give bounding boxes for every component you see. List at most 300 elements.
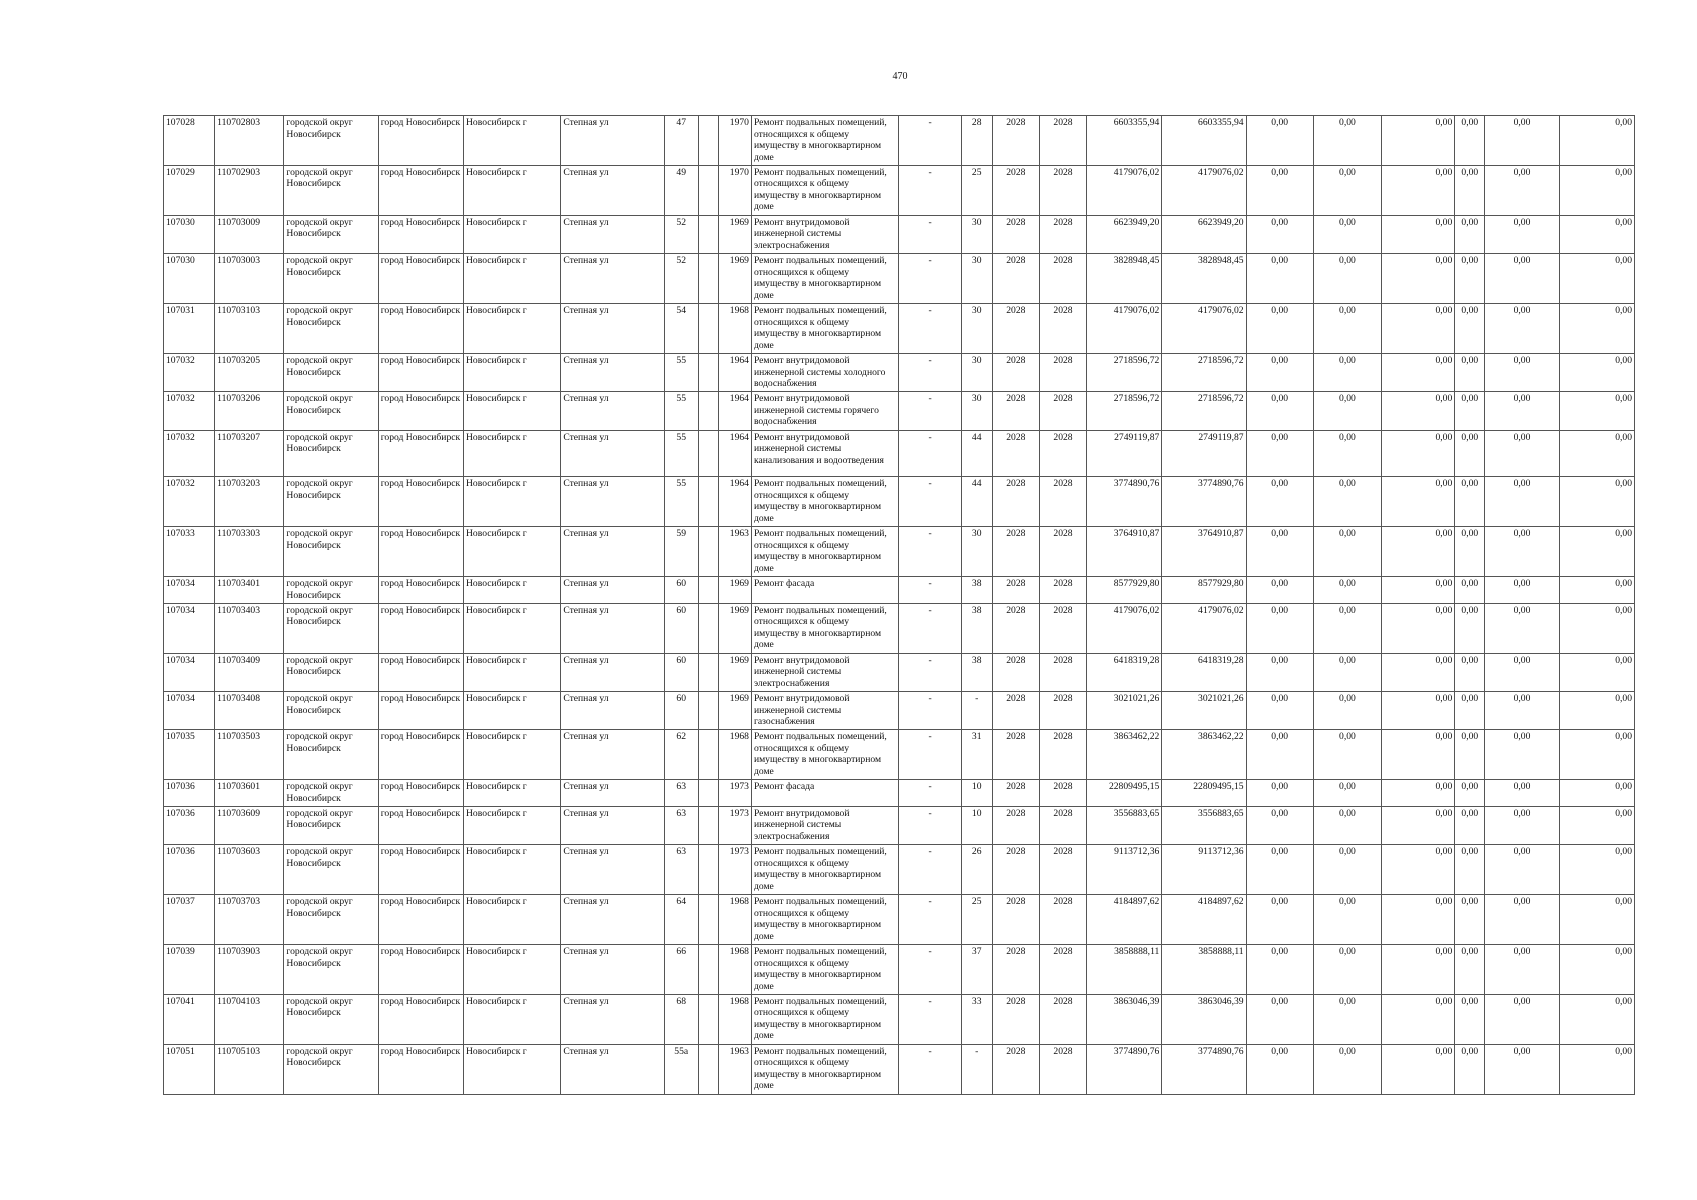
table-row xyxy=(164,215,1635,253)
row-fund-1: 0,00 xyxy=(1246,603,1313,653)
row-year: 1969 xyxy=(718,653,751,691)
row-code: 110703205 xyxy=(215,354,284,392)
row-work-type: Ремонт подвальных помещений, относящихся к общему имуществу в многоквартирном доме xyxy=(751,730,899,780)
row-locality: Новосибирск г xyxy=(464,430,561,477)
row-fund-4: 0,00 xyxy=(1455,845,1485,895)
row-fund-6: 0,00 xyxy=(1559,603,1634,653)
row-total-cost: 3863462,22 xyxy=(1087,730,1162,780)
row-city: город Новосибирск xyxy=(378,354,463,392)
row-code: 110703503 xyxy=(215,730,284,780)
row-extra xyxy=(698,730,718,780)
row-locality: Новосибирск г xyxy=(464,304,561,354)
row-total-cost: 3556883,65 xyxy=(1087,806,1162,844)
row-id: 107034 xyxy=(164,692,215,730)
row-fund-3: 0,00 xyxy=(1382,806,1455,844)
row-district: городской округ Новосибирск xyxy=(284,1044,378,1094)
row-dash: - xyxy=(899,845,961,895)
row-work-type: Ремонт внутридомовой инженерной системы электроснабжения xyxy=(751,215,899,253)
row-fund-5: 0,00 xyxy=(1485,730,1559,780)
row-year: 1968 xyxy=(718,730,751,780)
row-fund-sum: 6418319,28 xyxy=(1162,653,1246,691)
row-dash: - xyxy=(899,116,961,166)
row-fund-1: 0,00 xyxy=(1246,780,1313,807)
row-end-year: 2028 xyxy=(1039,430,1086,477)
row-fund-5: 0,00 xyxy=(1485,430,1559,477)
row-code: 110703203 xyxy=(215,477,284,527)
row-fund-5: 0,00 xyxy=(1485,994,1559,1044)
row-city: город Новосибирск xyxy=(378,945,463,995)
row-year: 1964 xyxy=(718,354,751,392)
row-total-cost: 4179076,02 xyxy=(1087,165,1162,215)
row-fund-5: 0,00 xyxy=(1485,254,1559,304)
row-fund-4: 0,00 xyxy=(1455,392,1485,430)
row-fund-4: 0,00 xyxy=(1455,354,1485,392)
row-fund-5: 0,00 xyxy=(1485,116,1559,166)
row-count: 33 xyxy=(961,994,992,1044)
table-row xyxy=(164,577,1635,604)
row-fund-3: 0,00 xyxy=(1382,895,1455,945)
row-dash: - xyxy=(899,165,961,215)
row-id: 107034 xyxy=(164,653,215,691)
row-id: 107034 xyxy=(164,577,215,604)
row-extra xyxy=(698,430,718,477)
row-year: 1968 xyxy=(718,994,751,1044)
table-row xyxy=(164,895,1635,945)
row-locality: Новосибирск г xyxy=(464,692,561,730)
row-district: городской округ Новосибирск xyxy=(284,994,378,1044)
row-fund-5: 0,00 xyxy=(1485,1044,1559,1094)
row-city: город Новосибирск xyxy=(378,304,463,354)
row-house: 60 xyxy=(664,603,698,653)
row-dash: - xyxy=(899,304,961,354)
row-extra xyxy=(698,392,718,430)
table-row xyxy=(164,354,1635,392)
row-fund-5: 0,00 xyxy=(1485,354,1559,392)
row-city: город Новосибирск xyxy=(378,1044,463,1094)
row-house: 64 xyxy=(664,895,698,945)
row-total-cost: 2749119,87 xyxy=(1087,430,1162,477)
row-code: 110703303 xyxy=(215,527,284,577)
row-house: 60 xyxy=(664,692,698,730)
row-locality: Новосибирск г xyxy=(464,895,561,945)
table-row xyxy=(164,945,1635,995)
row-fund-4: 0,00 xyxy=(1455,653,1485,691)
row-year: 1969 xyxy=(718,692,751,730)
row-city: город Новосибирск xyxy=(378,577,463,604)
row-locality: Новосибирск г xyxy=(464,116,561,166)
row-end-year: 2028 xyxy=(1039,165,1086,215)
row-fund-2: 0,00 xyxy=(1313,116,1381,166)
row-end-year: 2028 xyxy=(1039,945,1086,995)
row-district: городской округ Новосибирск xyxy=(284,392,378,430)
row-total-cost: 3863046,39 xyxy=(1087,994,1162,1044)
row-fund-3: 0,00 xyxy=(1382,477,1455,527)
row-start-year: 2028 xyxy=(992,730,1039,780)
row-id: 107037 xyxy=(164,895,215,945)
row-fund-6: 0,00 xyxy=(1559,430,1634,477)
row-fund-4: 0,00 xyxy=(1455,780,1485,807)
row-fund-5: 0,00 xyxy=(1485,806,1559,844)
row-count: 30 xyxy=(961,215,992,253)
row-extra xyxy=(698,603,718,653)
table-body xyxy=(164,116,1635,1095)
row-fund-6: 0,00 xyxy=(1559,392,1634,430)
row-fund-6: 0,00 xyxy=(1559,254,1634,304)
row-year: 1963 xyxy=(718,1044,751,1094)
row-year: 1970 xyxy=(718,116,751,166)
row-work-type: Ремонт подвальных помещений, относящихся к общему имуществу в многоквартирном доме xyxy=(751,254,899,304)
row-fund-5: 0,00 xyxy=(1485,780,1559,807)
table-row xyxy=(164,692,1635,730)
row-work-type: Ремонт внутридомовой инженерной системы электроснабжения xyxy=(751,806,899,844)
row-street: Степная ул xyxy=(561,477,664,527)
row-code: 110703003 xyxy=(215,254,284,304)
row-code: 110703903 xyxy=(215,945,284,995)
row-fund-3: 0,00 xyxy=(1382,730,1455,780)
row-count: 26 xyxy=(961,845,992,895)
row-city: город Новосибирск xyxy=(378,806,463,844)
row-work-type: Ремонт подвальных помещений, относящихся к общему имуществу в многоквартирном доме xyxy=(751,477,899,527)
row-total-cost: 4184897,62 xyxy=(1087,895,1162,945)
row-fund-4: 0,00 xyxy=(1455,165,1485,215)
row-end-year: 2028 xyxy=(1039,730,1086,780)
row-work-type: Ремонт подвальных помещений, относящихся к общему имуществу в многоквартирном доме xyxy=(751,845,899,895)
row-street: Степная ул xyxy=(561,730,664,780)
row-fund-1: 0,00 xyxy=(1246,527,1313,577)
row-start-year: 2028 xyxy=(992,577,1039,604)
row-locality: Новосибирск г xyxy=(464,215,561,253)
row-code: 110704103 xyxy=(215,994,284,1044)
row-city: город Новосибирск xyxy=(378,116,463,166)
row-end-year: 2028 xyxy=(1039,845,1086,895)
row-fund-4: 0,00 xyxy=(1455,1044,1485,1094)
row-start-year: 2028 xyxy=(992,215,1039,253)
row-fund-5: 0,00 xyxy=(1485,527,1559,577)
row-id: 107041 xyxy=(164,994,215,1044)
row-fund-4: 0,00 xyxy=(1455,577,1485,604)
row-year: 1969 xyxy=(718,603,751,653)
row-count: 37 xyxy=(961,945,992,995)
row-street: Степная ул xyxy=(561,780,664,807)
row-count: 38 xyxy=(961,653,992,691)
row-code: 110703206 xyxy=(215,392,284,430)
row-count: 10 xyxy=(961,806,992,844)
row-start-year: 2028 xyxy=(992,603,1039,653)
row-total-cost: 3021021,26 xyxy=(1087,692,1162,730)
row-start-year: 2028 xyxy=(992,116,1039,166)
row-fund-4: 0,00 xyxy=(1455,527,1485,577)
row-house: 68 xyxy=(664,994,698,1044)
row-fund-6: 0,00 xyxy=(1559,215,1634,253)
row-extra xyxy=(698,477,718,527)
row-dash: - xyxy=(899,692,961,730)
row-work-type: Ремонт фасада xyxy=(751,577,899,604)
table-row xyxy=(164,430,1635,477)
row-fund-3: 0,00 xyxy=(1382,692,1455,730)
row-locality: Новосибирск г xyxy=(464,653,561,691)
row-fund-2: 0,00 xyxy=(1313,1044,1381,1094)
row-end-year: 2028 xyxy=(1039,354,1086,392)
row-end-year: 2028 xyxy=(1039,116,1086,166)
row-district: городской округ Новосибирск xyxy=(284,603,378,653)
row-locality: Новосибирск г xyxy=(464,354,561,392)
row-work-type: Ремонт внутридомовой инженерной системы канализования и водоотведения xyxy=(751,430,899,477)
row-fund-3: 0,00 xyxy=(1382,994,1455,1044)
row-house: 49 xyxy=(664,165,698,215)
row-end-year: 2028 xyxy=(1039,1044,1086,1094)
row-house: 63 xyxy=(664,845,698,895)
row-fund-6: 0,00 xyxy=(1559,477,1634,527)
row-city: город Новосибирск xyxy=(378,215,463,253)
row-fund-2: 0,00 xyxy=(1313,254,1381,304)
row-end-year: 2028 xyxy=(1039,577,1086,604)
row-fund-1: 0,00 xyxy=(1246,895,1313,945)
row-count: 30 xyxy=(961,254,992,304)
row-extra xyxy=(698,215,718,253)
row-fund-4: 0,00 xyxy=(1455,692,1485,730)
row-house: 55 xyxy=(664,430,698,477)
row-city: город Новосибирск xyxy=(378,254,463,304)
row-fund-6: 0,00 xyxy=(1559,895,1634,945)
row-fund-5: 0,00 xyxy=(1485,895,1559,945)
row-fund-3: 0,00 xyxy=(1382,1044,1455,1094)
row-year: 1969 xyxy=(718,215,751,253)
row-start-year: 2028 xyxy=(992,945,1039,995)
row-fund-2: 0,00 xyxy=(1313,354,1381,392)
row-fund-3: 0,00 xyxy=(1382,430,1455,477)
table-row xyxy=(164,477,1635,527)
row-fund-sum: 3863046,39 xyxy=(1162,994,1246,1044)
row-district: городской округ Новосибирск xyxy=(284,304,378,354)
row-work-type: Ремонт внутридомовой инженерной системы газоснабжения xyxy=(751,692,899,730)
row-id: 107039 xyxy=(164,945,215,995)
row-house: 63 xyxy=(664,806,698,844)
row-fund-6: 0,00 xyxy=(1559,527,1634,577)
row-dash: - xyxy=(899,577,961,604)
row-fund-5: 0,00 xyxy=(1485,845,1559,895)
row-locality: Новосибирск г xyxy=(464,577,561,604)
registry-table xyxy=(163,115,1635,1095)
row-dash: - xyxy=(899,477,961,527)
row-start-year: 2028 xyxy=(992,304,1039,354)
row-work-type: Ремонт подвальных помещений, относящихся к общему имуществу в многоквартирном доме xyxy=(751,603,899,653)
row-extra xyxy=(698,895,718,945)
row-year: 1969 xyxy=(718,254,751,304)
row-end-year: 2028 xyxy=(1039,304,1086,354)
row-start-year: 2028 xyxy=(992,994,1039,1044)
row-fund-6: 0,00 xyxy=(1559,845,1634,895)
row-fund-2: 0,00 xyxy=(1313,806,1381,844)
row-start-year: 2028 xyxy=(992,430,1039,477)
row-count: 30 xyxy=(961,304,992,354)
row-street: Степная ул xyxy=(561,845,664,895)
row-code: 110703207 xyxy=(215,430,284,477)
row-fund-4: 0,00 xyxy=(1455,806,1485,844)
row-district: городской округ Новосибирск xyxy=(284,653,378,691)
row-fund-2: 0,00 xyxy=(1313,215,1381,253)
row-dash: - xyxy=(899,895,961,945)
row-code: 110703408 xyxy=(215,692,284,730)
row-street: Степная ул xyxy=(561,165,664,215)
row-fund-sum: 4179076,02 xyxy=(1162,165,1246,215)
row-dash: - xyxy=(899,254,961,304)
row-fund-sum: 3774890,76 xyxy=(1162,1044,1246,1094)
row-id: 107035 xyxy=(164,730,215,780)
row-fund-6: 0,00 xyxy=(1559,165,1634,215)
row-year: 1968 xyxy=(718,895,751,945)
row-count: 30 xyxy=(961,527,992,577)
row-code: 110703603 xyxy=(215,845,284,895)
row-city: город Новосибирск xyxy=(378,392,463,430)
row-end-year: 2028 xyxy=(1039,895,1086,945)
row-fund-sum: 2718596,72 xyxy=(1162,354,1246,392)
table-row xyxy=(164,304,1635,354)
row-fund-sum: 22809495,15 xyxy=(1162,780,1246,807)
row-fund-1: 0,00 xyxy=(1246,477,1313,527)
row-fund-4: 0,00 xyxy=(1455,430,1485,477)
row-fund-sum: 4179076,02 xyxy=(1162,603,1246,653)
row-id: 107030 xyxy=(164,215,215,253)
row-end-year: 2028 xyxy=(1039,603,1086,653)
row-fund-sum: 3774890,76 xyxy=(1162,477,1246,527)
table-row xyxy=(164,603,1635,653)
row-dash: - xyxy=(899,354,961,392)
row-fund-1: 0,00 xyxy=(1246,994,1313,1044)
row-extra xyxy=(698,577,718,604)
row-total-cost: 3774890,76 xyxy=(1087,477,1162,527)
row-city: город Новосибирск xyxy=(378,692,463,730)
row-fund-1: 0,00 xyxy=(1246,692,1313,730)
row-extra xyxy=(698,780,718,807)
row-extra xyxy=(698,116,718,166)
row-street: Степная ул xyxy=(561,215,664,253)
row-work-type: Ремонт подвальных помещений, относящихся к общему имуществу в многоквартирном доме xyxy=(751,304,899,354)
row-year: 1964 xyxy=(718,477,751,527)
row-count: 25 xyxy=(961,165,992,215)
row-start-year: 2028 xyxy=(992,895,1039,945)
row-code: 110703401 xyxy=(215,577,284,604)
row-code: 110703103 xyxy=(215,304,284,354)
row-locality: Новосибирск г xyxy=(464,845,561,895)
row-fund-1: 0,00 xyxy=(1246,653,1313,691)
row-fund-5: 0,00 xyxy=(1485,304,1559,354)
row-dash: - xyxy=(899,730,961,780)
row-end-year: 2028 xyxy=(1039,653,1086,691)
row-district: городской округ Новосибирск xyxy=(284,895,378,945)
row-fund-4: 0,00 xyxy=(1455,945,1485,995)
row-id: 107028 xyxy=(164,116,215,166)
row-id: 107032 xyxy=(164,392,215,430)
row-total-cost: 6418319,28 xyxy=(1087,653,1162,691)
row-fund-1: 0,00 xyxy=(1246,730,1313,780)
row-id: 107034 xyxy=(164,603,215,653)
row-city: город Новосибирск xyxy=(378,653,463,691)
row-count: - xyxy=(961,692,992,730)
row-fund-2: 0,00 xyxy=(1313,304,1381,354)
row-locality: Новосибирск г xyxy=(464,165,561,215)
row-year: 1969 xyxy=(718,577,751,604)
row-fund-3: 0,00 xyxy=(1382,845,1455,895)
row-extra xyxy=(698,527,718,577)
row-code: 110703601 xyxy=(215,780,284,807)
row-fund-sum: 3863462,22 xyxy=(1162,730,1246,780)
row-fund-sum: 3858888,11 xyxy=(1162,945,1246,995)
row-house: 52 xyxy=(664,215,698,253)
table-row xyxy=(164,392,1635,430)
row-district: городской округ Новосибирск xyxy=(284,116,378,166)
row-fund-3: 0,00 xyxy=(1382,165,1455,215)
row-fund-6: 0,00 xyxy=(1559,692,1634,730)
row-dash: - xyxy=(899,653,961,691)
row-fund-3: 0,00 xyxy=(1382,304,1455,354)
row-fund-1: 0,00 xyxy=(1246,215,1313,253)
table-row xyxy=(164,653,1635,691)
row-id: 107032 xyxy=(164,354,215,392)
row-district: городской округ Новосибирск xyxy=(284,945,378,995)
row-street: Степная ул xyxy=(561,430,664,477)
row-city: город Новосибирск xyxy=(378,895,463,945)
row-fund-1: 0,00 xyxy=(1246,392,1313,430)
row-start-year: 2028 xyxy=(992,254,1039,304)
row-house: 55 xyxy=(664,392,698,430)
row-year: 1964 xyxy=(718,430,751,477)
row-extra xyxy=(698,653,718,691)
row-fund-sum: 8577929,80 xyxy=(1162,577,1246,604)
row-id: 107036 xyxy=(164,806,215,844)
row-dash: - xyxy=(899,1044,961,1094)
row-house: 55 xyxy=(664,354,698,392)
row-district: городской округ Новосибирск xyxy=(284,430,378,477)
row-count: 30 xyxy=(961,354,992,392)
table-row xyxy=(164,254,1635,304)
row-fund-4: 0,00 xyxy=(1455,254,1485,304)
row-city: город Новосибирск xyxy=(378,477,463,527)
row-total-cost: 3764910,87 xyxy=(1087,527,1162,577)
row-district: городской округ Новосибирск xyxy=(284,254,378,304)
row-id: 107036 xyxy=(164,780,215,807)
row-extra xyxy=(698,304,718,354)
row-count: 10 xyxy=(961,780,992,807)
row-fund-1: 0,00 xyxy=(1246,845,1313,895)
row-work-type: Ремонт подвальных помещений, относящихся к общему имуществу в многоквартирном доме xyxy=(751,1044,899,1094)
row-locality: Новосибирск г xyxy=(464,945,561,995)
row-fund-4: 0,00 xyxy=(1455,603,1485,653)
row-total-cost: 22809495,15 xyxy=(1087,780,1162,807)
row-street: Степная ул xyxy=(561,603,664,653)
row-fund-sum: 2718596,72 xyxy=(1162,392,1246,430)
row-year: 1973 xyxy=(718,845,751,895)
row-start-year: 2028 xyxy=(992,653,1039,691)
row-street: Степная ул xyxy=(561,577,664,604)
row-fund-3: 0,00 xyxy=(1382,653,1455,691)
table-row xyxy=(164,527,1635,577)
row-district: городской округ Новосибирск xyxy=(284,577,378,604)
row-code: 110703009 xyxy=(215,215,284,253)
table-row xyxy=(164,116,1635,166)
row-fund-6: 0,00 xyxy=(1559,1044,1634,1094)
row-fund-6: 0,00 xyxy=(1559,354,1634,392)
row-end-year: 2028 xyxy=(1039,477,1086,527)
row-fund-1: 0,00 xyxy=(1246,577,1313,604)
row-work-type: Ремонт подвальных помещений, относящихся к общему имуществу в многоквартирном доме xyxy=(751,945,899,995)
row-extra xyxy=(698,1044,718,1094)
page-number: 470 xyxy=(892,71,908,82)
row-street: Степная ул xyxy=(561,653,664,691)
row-locality: Новосибирск г xyxy=(464,730,561,780)
row-extra xyxy=(698,945,718,995)
row-count: 25 xyxy=(961,895,992,945)
row-fund-6: 0,00 xyxy=(1559,304,1634,354)
